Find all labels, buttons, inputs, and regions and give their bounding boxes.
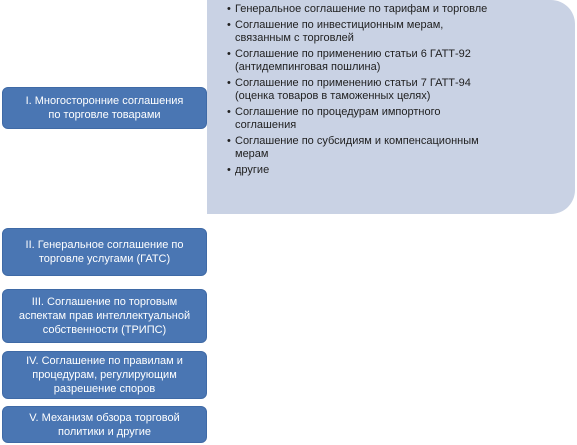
node-label: I. Многосторонние соглашения по торговле товарами	[25, 95, 184, 121]
list-item: • Соглашение по субсидиям и компенсационным мерам	[229, 135, 567, 161]
node-label: V. Механизм обзора торговой политики и другие	[29, 411, 180, 438]
list-item: • Соглашение по процедурам импортного соглашения	[229, 106, 567, 132]
goods-agreements-detail-panel	[207, 0, 575, 214]
node-trade-policy-review	[2, 406, 207, 443]
node-trips	[2, 289, 207, 343]
node-gats	[2, 228, 207, 276]
node-label: II. Генеральное соглашение по торговле услугами (ГАТС)	[25, 239, 184, 265]
list-item: • другие	[229, 164, 567, 177]
node-label: III. Соглашение по торговым аспектам прав интеллектуальной собственности (ТРИПС)	[18, 296, 191, 336]
node-label: IV. Соглашение по правилам и процедурам, регулирующим разрешение споров	[26, 355, 183, 395]
node-multilateral-goods-agreements	[2, 87, 207, 129]
list-item: • Соглашение по применению статьи 6 ГАТТ-92 (антидемпинговая пошлина)	[229, 48, 567, 74]
list-item: • Соглашение по применению статьи 7 ГАТТ-94 (оценка товаров в таможенных целях)	[229, 77, 567, 103]
list-item: • Соглашение по инвестиционным мерам, связанным с торговлей	[229, 19, 567, 45]
node-dispute-settlement	[2, 351, 207, 399]
list-item: • Генеральное соглашение по тарифам и торговле	[229, 3, 567, 16]
detail-list	[229, 3, 567, 177]
